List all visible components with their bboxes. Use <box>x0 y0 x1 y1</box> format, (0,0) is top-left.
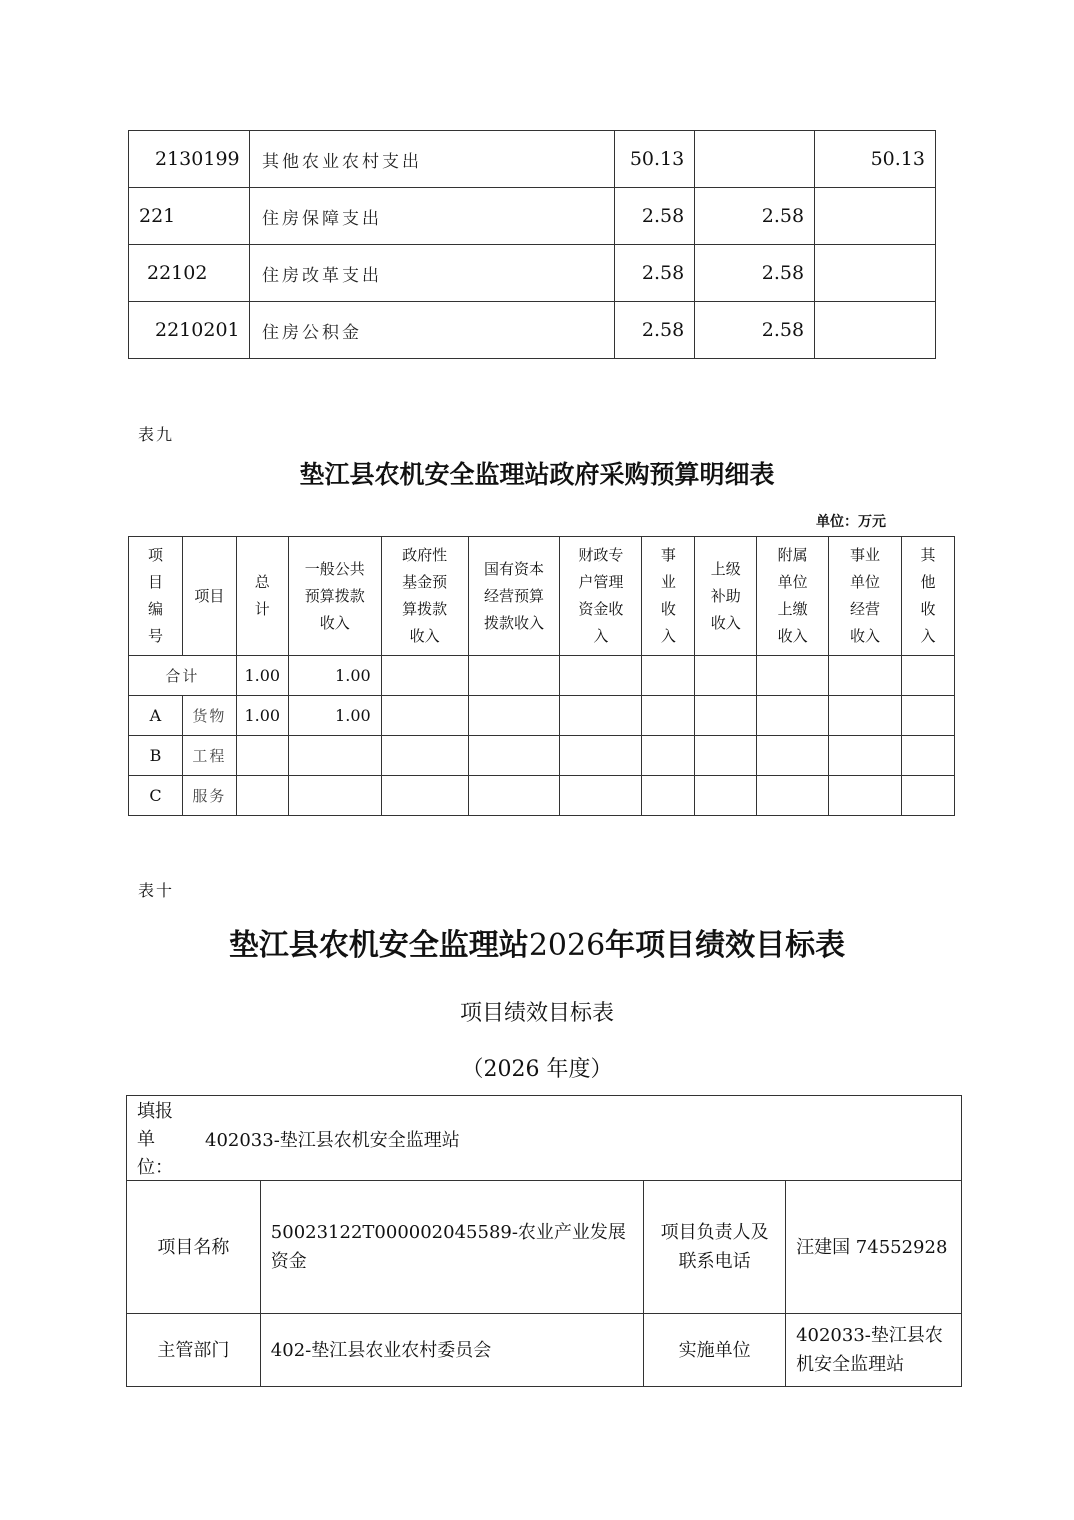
performance-target-table <box>126 1095 962 1387</box>
item-total: 1.00 <box>236 696 288 736</box>
item-code: C <box>129 776 183 816</box>
table-row <box>129 131 936 188</box>
filling-unit-value: 402033-垫江县农机安全监理站 <box>205 1130 460 1151</box>
subject-code: 2130199 <box>129 131 250 188</box>
header-total: 总计 <box>236 537 288 656</box>
table-row <box>129 776 955 816</box>
unit-label: 单位：万元 <box>816 514 886 530</box>
subject-name: 住房保障支出 <box>249 188 614 245</box>
table-row <box>129 245 936 302</box>
basic-value: 2.58 <box>695 302 815 359</box>
header-other: 其他收入 <box>902 537 955 656</box>
sum-total: 1.00 <box>236 656 288 696</box>
header-operating: 事业单位经营收入 <box>829 537 902 656</box>
impl-value: 402033-垫江县农机安全监理站 <box>786 1314 962 1387</box>
subject-name: 住房改革支出 <box>249 245 614 302</box>
table-row <box>129 188 936 245</box>
header-item: 项目 <box>182 537 236 656</box>
item-name: 服务 <box>182 776 236 816</box>
dept-value: 402-垫江县农业农村委员会 <box>260 1314 643 1387</box>
table-row <box>129 736 955 776</box>
subject-name: 住房公积金 <box>249 302 614 359</box>
item-code: B <box>129 736 183 776</box>
basic-value: 2.58 <box>695 188 815 245</box>
table-ten-title: 垫江县农机安全监理站2026年项目绩效目标表 <box>228 928 846 963</box>
item-general: 1.00 <box>288 696 381 736</box>
impl-label: 实施单位 <box>644 1314 786 1387</box>
table-row <box>129 302 936 359</box>
header-general: 一般公共预算拨款收入 <box>288 537 381 656</box>
owner-label: 项目负责人及联系电话 <box>644 1181 786 1314</box>
unit-row <box>127 1096 962 1181</box>
project-value: 50.13 <box>815 131 936 188</box>
item-general <box>288 736 381 776</box>
table-ten-subtitle: 项目绩效目标表 <box>459 1001 614 1026</box>
item-code: A <box>129 696 183 736</box>
header-special: 财政专户管理资金收入 <box>560 537 642 656</box>
project-value <box>815 245 936 302</box>
header-row <box>129 537 955 656</box>
procurement-budget-table <box>128 536 955 816</box>
total-value: 50.13 <box>615 131 695 188</box>
item-name: 工程 <box>182 736 236 776</box>
header-superior: 上级补助收入 <box>695 537 757 656</box>
header-code: 项目编号 <box>129 537 183 656</box>
owner-value: 汪建国 74552928 <box>786 1181 962 1314</box>
dept-label: 主管部门 <box>127 1314 261 1387</box>
item-name: 货物 <box>182 696 236 736</box>
sum-label: 合计 <box>129 656 237 696</box>
dept-row <box>127 1314 962 1387</box>
item-total <box>236 776 288 816</box>
total-value: 2.58 <box>615 188 695 245</box>
sum-row <box>129 656 955 696</box>
header-fund: 政府性基金预算拨款收入 <box>381 537 468 656</box>
project-value <box>815 188 936 245</box>
total-value: 2.58 <box>615 302 695 359</box>
table-nine-title: 垫江县农机安全监理站政府采购预算明细表 <box>299 460 775 489</box>
total-value: 2.58 <box>615 245 695 302</box>
table-ten-label: 表十 <box>138 881 175 900</box>
basic-value: 2.58 <box>695 245 815 302</box>
project-name-value: 50023122T000002045589-农业产业发展资金 <box>260 1181 643 1314</box>
subject-name: 其他农业农村支出 <box>249 131 614 188</box>
filling-unit-label: 填报单位： <box>137 1101 173 1178</box>
item-total <box>236 736 288 776</box>
table-row <box>129 696 955 736</box>
subject-code: 221 <box>129 188 250 245</box>
header-state-capital: 国有资本经营预算拨款收入 <box>468 537 560 656</box>
basic-value <box>695 131 815 188</box>
table-ten-year: （2026 年度） <box>461 1057 613 1082</box>
item-general <box>288 776 381 816</box>
table-nine-label: 表九 <box>138 425 175 444</box>
sum-general: 1.00 <box>288 656 381 696</box>
subject-code: 2210201 <box>129 302 250 359</box>
subject-code: 22102 <box>129 245 250 302</box>
header-affiliated: 附属单位上缴收入 <box>757 537 829 656</box>
project-row <box>127 1181 962 1314</box>
project-value <box>815 302 936 359</box>
project-name-label: 项目名称 <box>127 1181 261 1314</box>
header-business: 事业收入 <box>642 537 695 656</box>
expenditure-table-continued <box>128 130 936 359</box>
